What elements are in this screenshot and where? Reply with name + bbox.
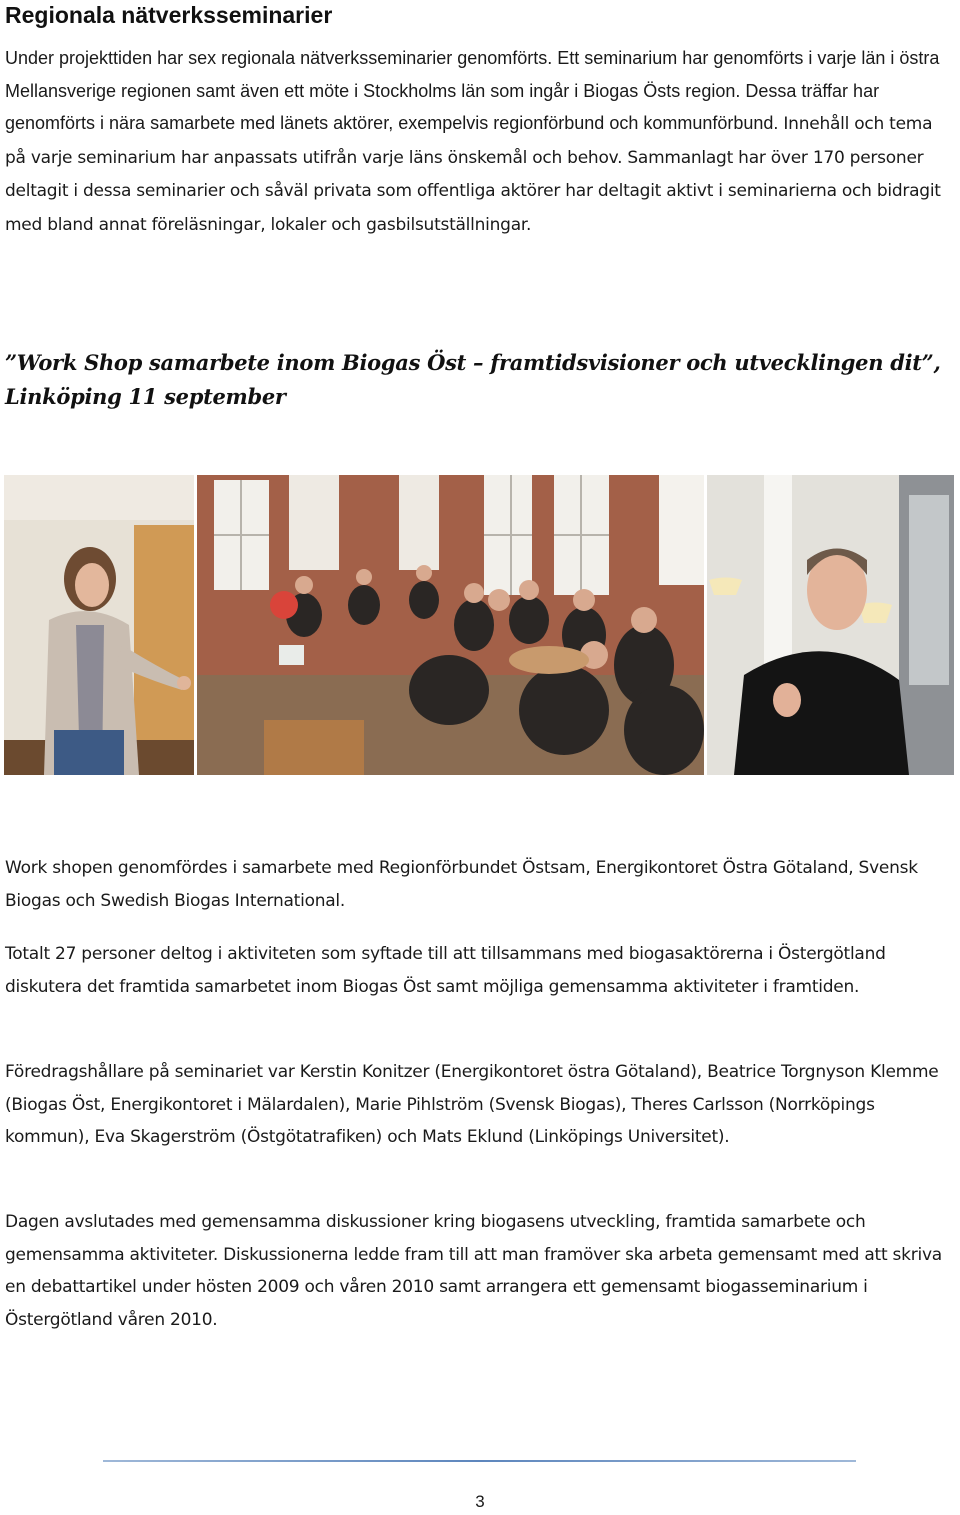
intro-text-part-2: Innehåll och tema på varje seminarium har anpassats utifrån varje läns önskemål och behov. Sammanlagt har över 170 personer deltagit i dessa seminarier och såväl privata som offentliga aktörer har deltagit aktivt i seminarierna och bidragit med bland annat föreläsningar, lokaler och gasbilsutställningar. xyxy=(5,114,941,235)
collaboration-paragraph: Work shopen genomfördes i samarbete med Regionförbundet Östsam, Energikontoret Östra Götaland, Svensk Biogas och Swedish Biogas International. xyxy=(5,858,918,911)
photo-woman-speaker xyxy=(4,475,194,775)
photo-man-speaker xyxy=(707,475,954,775)
section-heading: Regionala nätverksseminarier xyxy=(5,2,333,28)
conclusion-paragraph: Dagen avslutades med gemensamma diskussioner kring biogasens utveckling, framtida samarbete och gemensamma aktiviteter. Diskussionerna ledde fram till att man framöver ska arbeta gemensamt med att skriva en debattartikel under hösten 2009 och våren 2010 samt arrangera ett gemensamt biogasseminarium i Östergötland våren 2010. xyxy=(5,1212,942,1330)
photo-audience xyxy=(197,475,704,775)
workshop-photo-strip xyxy=(4,475,954,775)
intro-paragraph xyxy=(5,42,957,242)
workshop-title-line-2: Linköping 11 september xyxy=(5,384,286,409)
intro-text-part-1: Under projekttiden har sex regionala nätverksseminarier genomförts. Ett seminarium har genomförts i varje län i östra Mellansverige regionen samt även ett möte i Stockholms län som ingår i Biogas Östs region. Dessa träffar har genomförts i nära samarbete med länets aktörer, exempelvis regionförbund och kommunförbund. xyxy=(5,48,940,134)
speakers-paragraph: Föredragshållare på seminariet var Kerstin Konitzer (Energikontoret östra Götaland), Beatrice Torgnyson Klemme (Biogas Öst, Energikontoret i Mälardalen), Marie Pihlström (Svensk Biogas), Theres Carlsson (Norrköpings kommun), Eva Skagerström (Östgötatrafiken) och Mats Eklund (Linköpings Universitet). xyxy=(5,1062,939,1147)
page-number: 3 xyxy=(475,1492,485,1511)
workshop-title-line-1: ”Work Shop samarbete inom Biogas Öst – framtidsvisioner och utvecklingen dit”, xyxy=(5,350,941,375)
footer-divider xyxy=(103,1460,856,1462)
participants-paragraph: Totalt 27 personer deltog i aktiviteten som syftade till att tillsammans med biogasaktörerna i Östergötland diskutera det framtida samarbetet inom Biogas Öst samt möjliga gemensamma aktiviteter i framtiden. xyxy=(5,944,886,997)
workshop-title xyxy=(5,346,955,414)
